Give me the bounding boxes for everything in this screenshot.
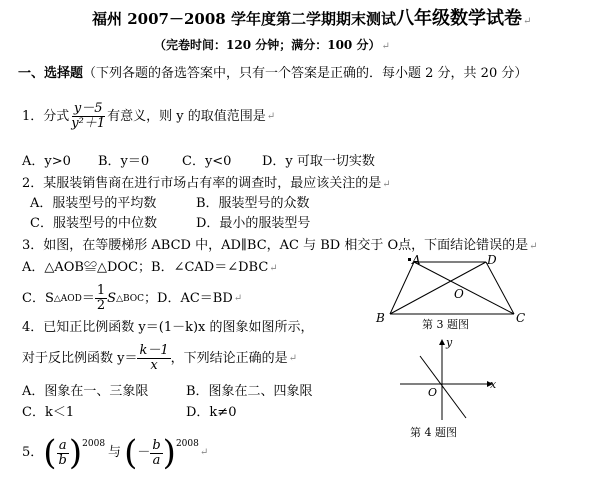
q3-half-den: 2 xyxy=(96,298,106,313)
title-big-text: 八年级数学试卷 xyxy=(395,8,522,29)
page-subtitle: （完卷时间：120 分钟；满分：100 分）↵ xyxy=(154,38,390,52)
q1-suffix: 有意义，则 y 的取值范围是 xyxy=(107,108,266,124)
diagonal-ac xyxy=(414,262,514,314)
figure-3-caption xyxy=(422,316,469,332)
q5-prefix: 5． xyxy=(22,445,44,460)
label-d: D xyxy=(487,253,497,267)
section-desc: （下列各题的备选答案中，只有一个答案是正确的．每小题 2 分，共 20 分） xyxy=(83,66,528,81)
label-a: A xyxy=(412,253,421,267)
q4-denominator: x xyxy=(150,358,158,373)
question-2: 2．某服装销售商在进行市场占有率的调查时，最应该关注的是↵ xyxy=(22,176,391,191)
q4-stem-2-pre: 对于反比例函数 y＝ xyxy=(22,350,138,366)
q4-stem-1: 4．已知正比例函数 y＝(1－k)x 的图象如图所示， xyxy=(22,320,314,335)
q5-exponent-1: 2008 xyxy=(82,439,106,449)
q4-stem-line-2: 对于反比例函数 y＝ $\frac{k-1}{x}$ ，下列结论正确的是 ↵ xyxy=(22,343,298,373)
linear-function-figure xyxy=(396,334,516,422)
fig4-caption-text: 第 4 题图 xyxy=(410,426,457,439)
figure-4-caption xyxy=(410,424,457,440)
x-axis-label: x xyxy=(490,378,497,391)
q5-right-paren-2: ) xyxy=(162,433,176,473)
label-c: C xyxy=(516,311,526,325)
q4-numerator: k－1 xyxy=(139,343,169,358)
q1-fraction xyxy=(69,102,107,131)
q2-option-d: D．最小的服装型号 xyxy=(196,216,311,231)
q3-option-c-sub1: △AOD xyxy=(53,293,82,304)
question-5: 5． ( $\frac{a}{b}$ ) $^{2008}$ 与 ( － $\frac{b}{a}$ ) $^{2008}$ ↵ xyxy=(22,433,209,473)
q5-fraction-1 xyxy=(57,439,69,468)
q3-options-cd: C．S △AOD ＝ $\frac{1}{2}$ S △BOC ；D．AC＝BD ↵ xyxy=(22,283,243,313)
q5-left-paren-1: ( xyxy=(43,433,57,473)
q1-denominator: y²＋1 xyxy=(71,116,106,131)
q1-option-a: A．y>0 xyxy=(22,154,71,169)
subtitle-text: （完卷时间：120 分钟；满分：100 分） xyxy=(154,38,381,52)
label-o: O xyxy=(454,287,464,301)
q5-right-paren-1: ) xyxy=(68,433,83,473)
q4-fraction xyxy=(137,344,170,373)
q5-f1-den: b xyxy=(58,452,67,468)
q3-option-c-label: C．S xyxy=(22,290,54,306)
q5-f2-den: a xyxy=(152,452,161,468)
q1-option-d: D．y 可取一切实数 xyxy=(262,154,375,169)
q5-f2-num: b xyxy=(152,437,161,453)
question-3: 3．如图，在等腰梯形 ABCD 中，AD∥BC，AC 与 BD 相交于 O点，下面结论错误的是↵ xyxy=(22,238,538,253)
q5-exponent-2: 2008 xyxy=(175,439,199,449)
q2-option-a: A．服装型号的平均数 xyxy=(30,196,157,211)
q3-option-c-fraction xyxy=(95,284,107,313)
page-title: 福州 2007－2008 学年度第二学期期末测试八年级数学试卷↵ xyxy=(92,8,532,29)
q4-option-c: C．k＜1 xyxy=(22,405,75,420)
q5-fraction-2 xyxy=(150,439,162,468)
q3-option-c-s: S xyxy=(107,290,117,306)
label-b: B xyxy=(376,311,385,325)
q5-f1-num: a xyxy=(58,437,67,453)
q4-option-d: D．k≠0 xyxy=(186,405,237,420)
question-1: 1．分式 $\frac{y-5}{\text{y²＋1}}$ 有意义，则 y 的取值范围是 ↵ xyxy=(22,101,276,131)
fig3-caption-text: 第 3 题图 xyxy=(422,318,469,331)
segment-ab xyxy=(390,262,414,314)
y-axis-label: y xyxy=(446,336,453,349)
q2-option-b: B．服装型号的众数 xyxy=(196,196,310,211)
title-text: 福州 2007－2008 学年度第二学期期末测试 xyxy=(92,10,396,28)
q4-option-a: A．图象在一、三象限 xyxy=(22,384,149,399)
q4-option-b: B．图象在二、四象限 xyxy=(186,384,313,399)
q3-options-ab: A．△AOB≌△DOC；B．∠CAD＝∠DBC↵ xyxy=(22,260,278,275)
question-4 xyxy=(22,320,314,336)
q1-option-c: C．y<0 xyxy=(182,154,232,169)
function-line xyxy=(420,356,466,418)
q3-option-c-eq: ＝ xyxy=(81,290,95,306)
q5-minus-sign: － xyxy=(137,445,151,460)
q2-option-c: C．服装型号的中位数 xyxy=(30,216,157,231)
q5-left-paren-2: ( xyxy=(124,433,138,473)
q3-stem: 3．如图，在等腰梯形 ABCD 中，AD∥BC，AC 与 BD 相交于 O点，下面结论错误的是 xyxy=(22,238,529,253)
q3-option-d: ；D．AC＝BD xyxy=(144,290,233,306)
q3-option-c-sub2: △BOC xyxy=(116,293,145,304)
origin-label: O xyxy=(428,386,438,399)
q3-option-a: A．△AOB≌△DOC； xyxy=(22,260,152,275)
q3-half-num: 1 xyxy=(96,283,106,298)
point-a-mark xyxy=(408,258,411,261)
q2-stem: 2．某服装销售商在进行市场占有率的调查时，最应该关注的是 xyxy=(22,176,382,191)
q5-mid-text: 与 xyxy=(108,445,122,460)
q1-prefix: 1．分式 xyxy=(22,108,70,124)
q3-option-b: B．∠CAD＝∠DBC xyxy=(151,260,269,275)
q1-option-b: B．y＝0 xyxy=(98,154,150,169)
diagonal-bd xyxy=(390,262,486,314)
section-title: 一、选择题 xyxy=(18,66,84,81)
q1-numerator: y－5 xyxy=(73,101,103,116)
section-heading xyxy=(18,66,527,82)
q4-stem-2-post: ，下列结论正确的是 xyxy=(170,350,288,366)
